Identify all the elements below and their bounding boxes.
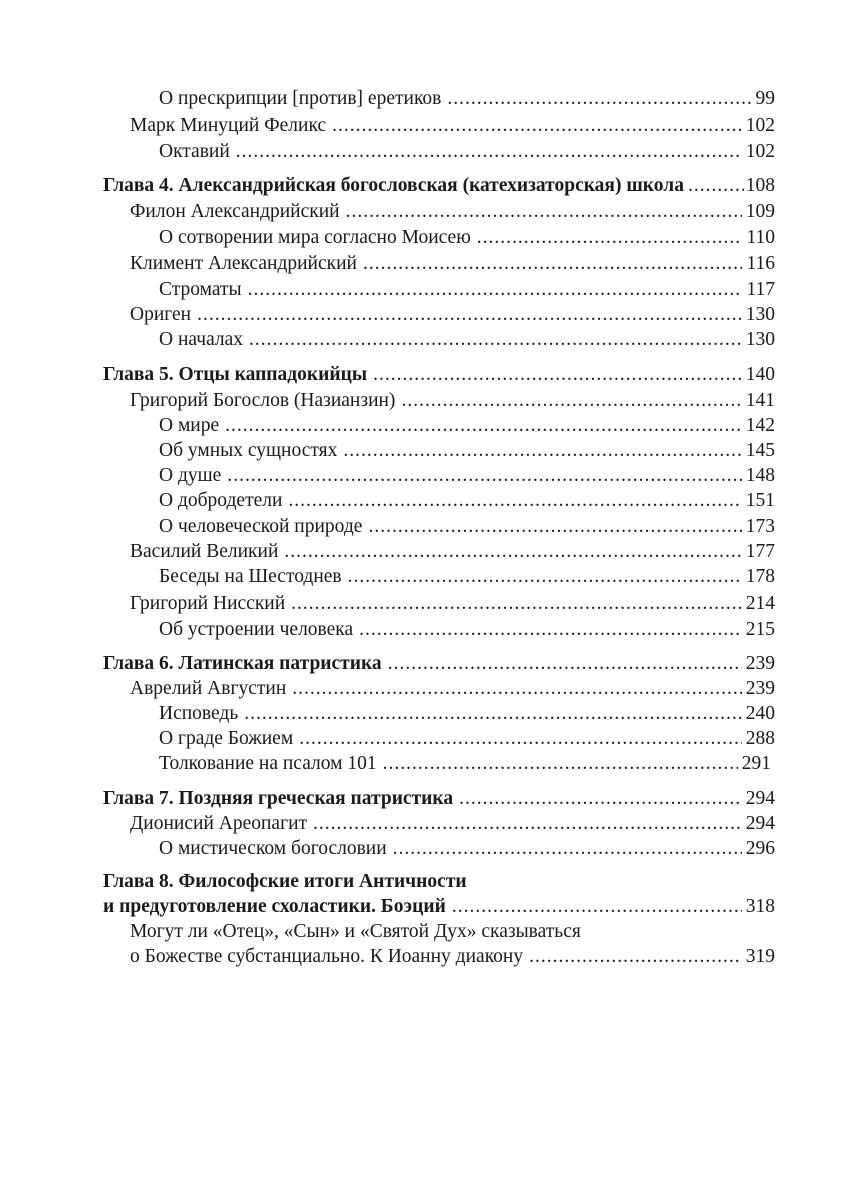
entry-title: О началах — [159, 329, 244, 350]
dot-leader — [227, 463, 741, 489]
dot-leader — [291, 591, 742, 617]
toc-entry — [159, 413, 775, 439]
chapter-title: Глава 5. Отцы каппадокийцы — [103, 364, 368, 385]
toc-entry — [130, 944, 775, 970]
entry-page: 215 — [745, 619, 775, 640]
toc-entry — [159, 139, 775, 165]
entry-title: Филон Александрийский — [130, 201, 340, 222]
toc-entry — [130, 539, 775, 565]
entry-title: Октавий — [159, 141, 230, 162]
entry-page: 239 — [745, 678, 775, 699]
entry-page: 145 — [745, 440, 775, 461]
entry-page: 116 — [746, 253, 775, 274]
toc-entry — [159, 488, 775, 514]
chapter-page: 108 — [745, 175, 775, 196]
entry-page: 291 — [741, 753, 771, 774]
dot-leader — [236, 139, 742, 165]
toc-entry — [130, 591, 775, 617]
chapter-title: Глава 6. Латинская патристика — [103, 653, 382, 674]
chapter-heading-8 — [103, 894, 775, 920]
dot-leader — [197, 302, 742, 328]
entry-title: О прескрипции [против] еретиков — [159, 88, 442, 109]
entry-title: Об умных сущностях — [159, 440, 338, 461]
entry-title: Об устроении человека — [159, 619, 354, 640]
entry-page: 177 — [745, 541, 775, 562]
chapter-title: и предуготовление схоластики. Боэций — [103, 896, 446, 917]
dot-leader — [244, 701, 742, 727]
entry-page: 240 — [745, 703, 775, 724]
entry-page: 151 — [745, 490, 775, 511]
entry-title: Строматы — [159, 279, 242, 300]
entry-page: 142 — [745, 415, 775, 436]
dot-leader — [288, 488, 741, 514]
dot-leader — [363, 251, 742, 277]
entry-title: О человеческой природе — [159, 516, 363, 537]
dot-leader — [249, 327, 742, 353]
entry-page: 173 — [745, 516, 775, 537]
toc-entry — [130, 302, 775, 328]
toc-entry — [159, 617, 775, 643]
entry-title: Толкование на псалом 101 — [159, 753, 377, 774]
entry-page: 148 — [745, 465, 775, 486]
entry-page: 110 — [746, 227, 775, 248]
chapter-title: Глава 4. Александрийская богословская (катехизаторская) школа — [103, 175, 684, 196]
dot-leader — [368, 514, 741, 540]
entry-page: 319 — [745, 946, 775, 967]
chapter-heading-7 — [103, 786, 775, 812]
dot-leader — [383, 751, 738, 777]
entry-page: 117 — [746, 279, 775, 300]
toc-entry — [130, 199, 775, 225]
chapter-title: Глава 7. Поздняя греческая патристика — [103, 788, 454, 809]
toc-entry — [159, 836, 775, 862]
entry-page: 294 — [745, 813, 775, 834]
entry-title: О мистическом богословии — [159, 838, 387, 859]
dot-leader — [359, 617, 742, 643]
dot-leader — [292, 676, 741, 702]
dot-leader — [225, 413, 742, 439]
toc-entry — [159, 564, 775, 590]
dot-leader — [299, 726, 742, 752]
entry-page: 214 — [745, 593, 775, 614]
chapter-page: 294 — [745, 788, 775, 809]
entry-title: О мире — [159, 415, 220, 436]
entry-title: Василий Великий — [130, 541, 279, 562]
chapter-heading-5 — [103, 362, 775, 388]
dot-leader — [477, 225, 743, 251]
toc-entry — [130, 388, 775, 414]
toc-entry — [159, 277, 775, 303]
dot-leader — [459, 786, 742, 812]
toc-entry — [130, 251, 775, 277]
toc-entry — [159, 463, 775, 489]
entry-title: Беседы на Шестоднев — [159, 566, 342, 587]
chapter-page: 239 — [745, 653, 775, 674]
entry-title: Ориген — [130, 304, 192, 325]
entry-page: 288 — [745, 728, 775, 749]
chapter-heading-8-line1: Глава 8. Философские итоги Античности — [103, 871, 467, 892]
toc-entry — [130, 811, 775, 837]
entry-title: Григорий Богослов (Назианзин) — [130, 390, 396, 411]
toc-entry — [159, 327, 775, 353]
dot-leader — [373, 362, 742, 388]
entry-page: 178 — [745, 566, 775, 587]
toc-entry — [130, 113, 775, 139]
dot-leader — [348, 564, 742, 590]
dot-leader — [447, 86, 751, 112]
entry-title: Дионисий Ареопагит — [130, 813, 308, 834]
entry-page: 296 — [745, 838, 775, 859]
dot-leader — [332, 113, 742, 139]
entry-title: Григорий Нисский — [130, 593, 286, 614]
entry-title: О душе — [159, 465, 222, 486]
chapter-page: 318 — [745, 896, 775, 917]
entry-title: О граде Божием — [159, 728, 294, 749]
entry-title: О сотворении мира согласно Моисею — [159, 227, 471, 248]
dot-leader — [343, 438, 741, 464]
entry-title: о Божестве субстанциально. К Иоанну диакону — [130, 946, 524, 967]
toc-entry — [159, 86, 775, 112]
chapter-page: 140 — [745, 364, 775, 385]
toc-entry — [159, 514, 775, 540]
toc-entry — [159, 701, 775, 727]
dot-leader — [452, 894, 742, 920]
entry-page: 130 — [745, 304, 775, 325]
dot-leader — [284, 539, 741, 565]
entry-page: 141 — [745, 390, 775, 411]
entry-title: О добродетели — [159, 490, 283, 511]
toc-entry — [159, 438, 775, 464]
chapter-heading-4 — [103, 173, 775, 199]
entry-title: Исповедь — [159, 703, 239, 724]
dot-leader — [393, 836, 742, 862]
entry-title: Марк Минуций Феликс — [130, 115, 327, 136]
toc-entry — [159, 751, 771, 777]
dot-leader — [313, 811, 742, 837]
entry-title: Климент Александрийский — [130, 253, 357, 274]
dot-leader — [346, 199, 742, 225]
dot-leader — [388, 651, 742, 677]
toc-entry — [130, 676, 775, 702]
dot-leader — [248, 277, 743, 303]
entry-page: 102 — [745, 141, 775, 162]
toc-entry — [159, 726, 775, 752]
toc-entry-line1: Могут ли «Отец», «Сын» и «Святой Дух» сказываться — [130, 921, 581, 942]
entry-page: 130 — [745, 329, 775, 350]
dot-leader — [401, 388, 741, 414]
chapter-heading-6 — [103, 651, 775, 677]
dot-leader — [529, 944, 742, 970]
entry-page: 102 — [745, 115, 775, 136]
toc-entry — [159, 225, 775, 251]
entry-page: 99 — [755, 88, 775, 109]
dot-leader — [688, 173, 744, 199]
entry-title: Аврелий Августин — [130, 678, 287, 699]
entry-page: 109 — [745, 201, 775, 222]
